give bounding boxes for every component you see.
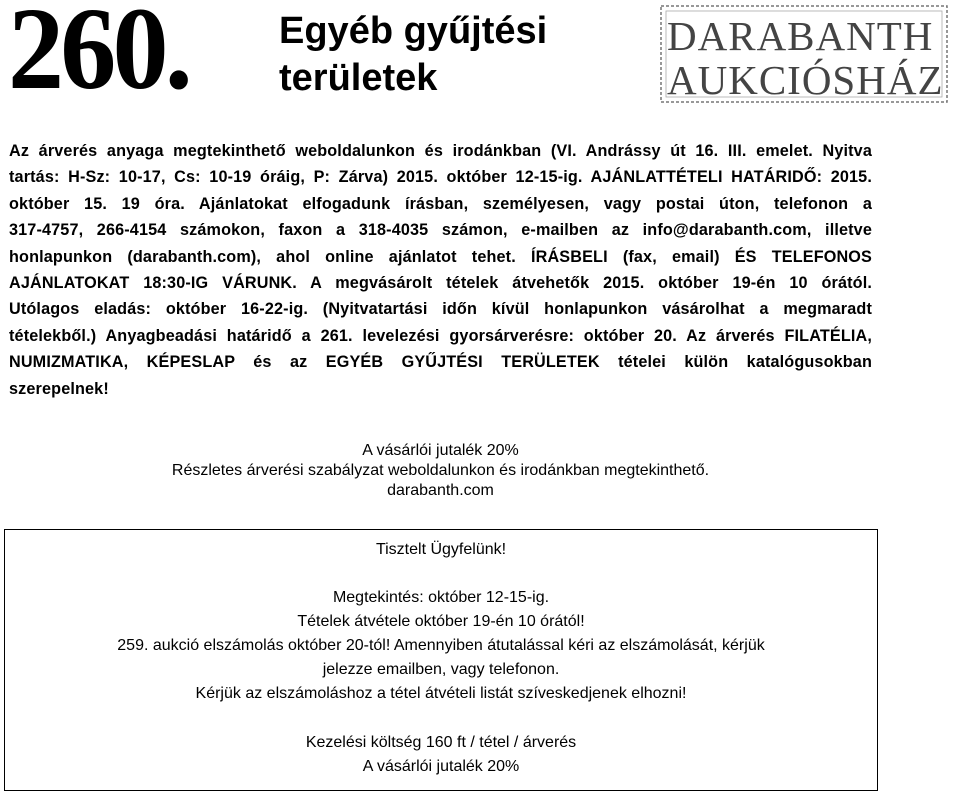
notice-pickup: Tételek átvétele október 19-én 10 órától! — [297, 613, 585, 630]
paragraph-line: AJÁNLATOKAT 18:30-IG VÁRUNK. A megvásárolt tételek átvehetők 2015. október 19-én 10 órától. — [9, 274, 872, 293]
notice-greeting: Tisztelt Ügyfelünk! — [375, 541, 507, 558]
paragraph-line: tételekből.) Anyagbeadási határidő a 261. levelezési gyorsárverésre: október 20. Az árverés FILATÉLIA, — [9, 326, 872, 345]
notice-settlement: jelezze emailben, vagy telefonon. — [322, 661, 560, 678]
notice-buyer-fee: A vásárlói jutalék 20% — [362, 758, 520, 775]
paragraph-line: 317-4757, 266-4154 számokon, faxon a 318-4035 számon, e-mailben az info@darabanth.com, illetve — [9, 221, 872, 240]
logo-text-darabanth: DARABANTH — [667, 13, 934, 59]
notice-viewing: Megtekintés: október 12-15-ig. — [332, 589, 550, 606]
paragraph-line: szerepelnek! — [9, 379, 109, 398]
auction-info-paragraph — [9, 138, 872, 402]
section-title-line: területek — [279, 57, 438, 99]
website: darabanth.com — [387, 482, 494, 499]
notice-request: Kérjük az elszámoláshoz a tétel átvételi listát szíveskedjenek elhozni! — [195, 685, 687, 702]
fee-info — [0, 441, 881, 501]
section-title-line: Egyéb gyűjtési — [279, 10, 548, 52]
rules-note: Részletes árverési szabályzat weboldalunkon és irodánkban megtekinthető. — [171, 462, 710, 479]
darabanth-logo — [657, 2, 951, 106]
paragraph-line: honlapunkon (darabanth.com), ahol online ajánlatot tehet. ÍRÁSBELI (fax, email) ÉS TELEFONOS — [9, 247, 872, 266]
notice-settlement: 259. aukció elszámolás október 20-tól! Amennyiben átutalással kéri az elszámolását, kérjük — [117, 637, 765, 654]
section-number: 260. — [8, 0, 189, 114]
logo-text-aukcioshaz: AUKCIÓSHÁZ — [667, 57, 944, 103]
buyer-fee: A vásárlói jutalék 20% — [362, 442, 519, 459]
customer-notice-box — [4, 529, 878, 791]
paragraph-line: NUMIZMATIKA, KÉPESLAP és az EGYÉB GYŰJTÉSI TERÜLETEK tételei külön katalógusokban — [9, 353, 872, 372]
section-title — [279, 8, 547, 102]
paragraph-line: október 15. 19 óra. Ajánlatokat elfogadunk írásban, személyesen, vagy postai úton, telefonon a — [9, 194, 872, 213]
notice-handling-fee: Kezelési költség 160 ft / tétel / árverés — [305, 734, 577, 751]
paragraph-line: Utólagos eladás: október 16-22-ig. (Nyitvatartási időn kívül honlapunkon vásárolhat a megmaradt — [9, 300, 872, 319]
paragraph-line: Az árverés anyaga megtekinthető weboldalunkon és irodánkban (VI. Andrássy út 16. III. emelet. Nyitva — [9, 142, 872, 160]
paragraph-line: tartás: H-Sz: 10-17, Cs: 10-19 óráig, P: Zárva) 2015. október 12-15-ig. AJÁNLATTÉTELI HATÁRIDŐ: 2015. — [9, 168, 872, 187]
